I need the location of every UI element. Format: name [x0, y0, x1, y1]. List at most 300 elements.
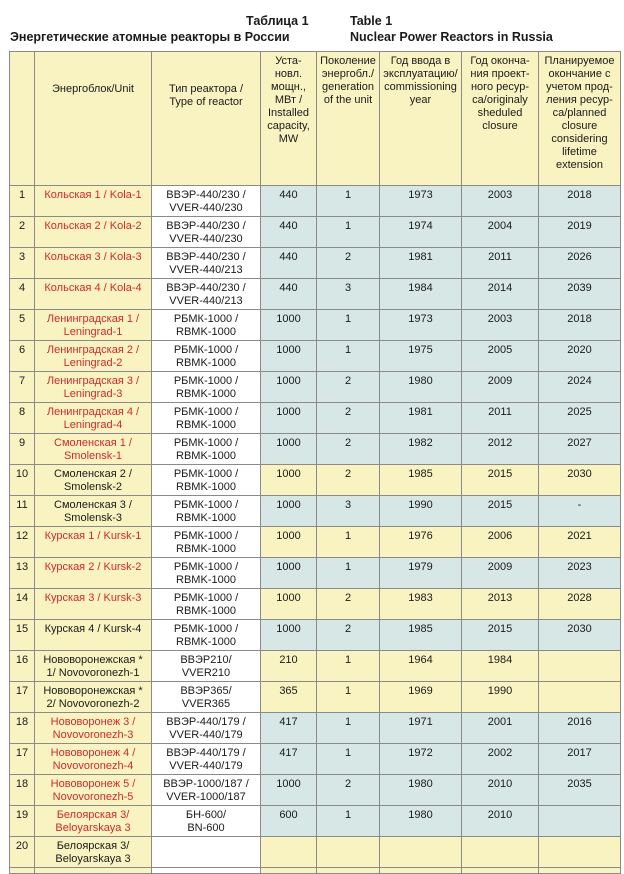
- reactor-type-text: RBMK-1000: [176, 419, 236, 431]
- table-row: [10, 279, 621, 310]
- unit-generation-text: 1: [344, 685, 352, 697]
- commissioning-year: [380, 837, 462, 868]
- unit-name: [35, 527, 152, 558]
- planned-closure: [539, 279, 621, 310]
- row-number: [10, 589, 35, 620]
- reactor-type-text: RBMK-1000: [176, 543, 236, 555]
- unit-generation: [317, 589, 380, 620]
- planned-closure: [539, 744, 621, 775]
- unit-generation-text: 1: [344, 561, 352, 573]
- row-number: [10, 372, 35, 403]
- planned-closure: [539, 310, 621, 341]
- row-number: [10, 620, 35, 651]
- original-closure-text: 1990: [487, 685, 513, 697]
- row-number-text: 7: [18, 375, 26, 387]
- installed-capacity: [261, 341, 317, 372]
- commissioning-year: [380, 527, 462, 558]
- original-closure-text: 1984: [487, 654, 513, 666]
- unit-generation-text: 1: [344, 654, 352, 666]
- reactor-type: [152, 465, 261, 496]
- planned-closure-text: 2035: [567, 778, 592, 790]
- reactor-type: [152, 341, 261, 372]
- reactor-type-text: РБМК-1000 /: [173, 530, 239, 542]
- unit-generation-text: 2: [344, 468, 352, 480]
- unit-generation: [317, 310, 380, 341]
- row-number-text: 18: [15, 716, 29, 728]
- row-number-text: 9: [18, 437, 26, 449]
- unit-name: [35, 186, 152, 217]
- unit-generation: [317, 651, 380, 682]
- commissioning-year-text: 1985: [408, 468, 433, 480]
- planned-closure-text: 2021: [567, 530, 592, 542]
- original-closure: [462, 775, 539, 806]
- unit-name-text: Ленинградская 4 /: [46, 406, 140, 418]
- col-header-planned-closure: Планируемое окончание с учетом прод-ления ресур-са/planned closure considering lifetime extension: [539, 52, 621, 186]
- unit-generation: [317, 403, 380, 434]
- unit-generation: [317, 837, 380, 868]
- reactor-type-text: VVER365: [181, 698, 231, 710]
- installed-capacity-text: 210: [279, 654, 298, 666]
- installed-capacity-text: 1000: [276, 778, 301, 790]
- planned-closure-text: 2018: [567, 189, 592, 201]
- reactor-type-text: BN-600: [187, 822, 225, 834]
- unit-name-text: Белоярская 3/: [56, 840, 130, 852]
- reactor-type-text: VVER-1000/187: [166, 791, 246, 803]
- reactor-type: [152, 434, 261, 465]
- reactor-type-text: РБМК-1000 /: [173, 344, 239, 356]
- unit-name: [35, 248, 152, 279]
- reactor-type-text: VVER-440/179: [169, 729, 243, 741]
- unit-generation-text: 1: [344, 530, 352, 542]
- installed-capacity-text: 1000: [276, 561, 301, 573]
- table-row: [10, 589, 621, 620]
- empty-cell: [539, 868, 621, 874]
- commissioning-year-text: 1969: [408, 685, 433, 697]
- original-closure: [462, 403, 539, 434]
- unit-name: [35, 682, 152, 713]
- table-row: [10, 651, 621, 682]
- planned-closure-text: 2025: [567, 406, 592, 418]
- commissioning-year: [380, 341, 462, 372]
- installed-capacity: [261, 217, 317, 248]
- unit-name: [35, 806, 152, 837]
- table-row: [10, 558, 621, 589]
- unit-name-text: Кольская 3 / Kola-3: [44, 251, 142, 263]
- installed-capacity: [261, 372, 317, 403]
- commissioning-year: [380, 434, 462, 465]
- planned-closure-text: 2019: [567, 220, 592, 232]
- installed-capacity-text: 1000: [276, 623, 301, 635]
- original-closure-text: 2015: [487, 499, 513, 511]
- row-number-text: 14: [15, 592, 29, 604]
- row-number-text: 8: [18, 406, 26, 418]
- title-ru: Таблица 1: [246, 14, 309, 28]
- installed-capacity-text: 1000: [276, 468, 301, 480]
- planned-closure: [539, 837, 621, 868]
- reactor-type-text: RBMK-1000: [176, 388, 236, 400]
- reactor-type-text: РБМК-1000 /: [173, 561, 239, 573]
- original-closure: [462, 527, 539, 558]
- commissioning-year: [380, 744, 462, 775]
- installed-capacity-text: 1000: [276, 592, 301, 604]
- commissioning-year-text: 1980: [408, 809, 433, 821]
- unit-name-text: 2/ Novovoronezh-2: [46, 698, 140, 710]
- planned-closure-text: 2020: [567, 344, 592, 356]
- unit-generation-text: 2: [344, 778, 352, 790]
- row-number-text: 2: [18, 220, 26, 232]
- commissioning-year: [380, 806, 462, 837]
- table-row: [10, 806, 621, 837]
- row-number-text: 3: [18, 251, 26, 263]
- unit-generation: [317, 806, 380, 837]
- reactor-type-text: VVER-440/179: [169, 760, 243, 772]
- original-closure: [462, 434, 539, 465]
- installed-capacity: [261, 527, 317, 558]
- commissioning-year: [380, 713, 462, 744]
- reactor-type: [152, 279, 261, 310]
- row-number-text: 5: [18, 313, 26, 325]
- row-number: [10, 496, 35, 527]
- unit-generation: [317, 186, 380, 217]
- unit-name-text: Smolensk-2: [63, 481, 123, 493]
- installed-capacity: [261, 620, 317, 651]
- original-closure-text: 2003: [487, 189, 513, 201]
- planned-closure: [539, 217, 621, 248]
- table-row: [10, 527, 621, 558]
- installed-capacity-text: 440: [279, 189, 298, 201]
- reactor-type-text: РБМК-1000 /: [173, 499, 239, 511]
- commissioning-year-text: 1973: [408, 189, 433, 201]
- original-closure: [462, 248, 539, 279]
- original-closure: [462, 682, 539, 713]
- reactor-type: [152, 403, 261, 434]
- unit-name: [35, 775, 152, 806]
- planned-closure: [539, 558, 621, 589]
- table-body: [10, 186, 621, 874]
- commissioning-year-text: 1971: [408, 716, 433, 728]
- reactors-table: [9, 51, 621, 874]
- empty-cell: [380, 868, 462, 874]
- reactor-type-text: РБМК-1000 /: [173, 437, 239, 449]
- row-number: [10, 279, 35, 310]
- original-closure: [462, 620, 539, 651]
- table-row: [10, 434, 621, 465]
- reactor-type-text: РБМК-1000 /: [173, 468, 239, 480]
- installed-capacity-text: 440: [279, 220, 298, 232]
- unit-name-text: Leningrad-3: [63, 388, 123, 400]
- row-number: [10, 651, 35, 682]
- installed-capacity-text: 1000: [276, 406, 301, 418]
- page-header: [0, 0, 624, 48]
- row-number-text: 1: [18, 189, 26, 201]
- planned-closure: [539, 372, 621, 403]
- reactor-type-text: ВВЭР-440/230 /: [166, 189, 246, 201]
- reactor-type: [152, 496, 261, 527]
- title-en: Table 1: [350, 14, 393, 28]
- reactor-type: [152, 744, 261, 775]
- row-number: [10, 434, 35, 465]
- table-row: [10, 341, 621, 372]
- installed-capacity-text: 417: [279, 747, 298, 759]
- table-row: [10, 186, 621, 217]
- row-number: [10, 310, 35, 341]
- planned-closure: [539, 496, 621, 527]
- installed-capacity: [261, 465, 317, 496]
- table-row: [10, 217, 621, 248]
- installed-capacity: [261, 403, 317, 434]
- reactor-type: [152, 372, 261, 403]
- empty-cell: [317, 868, 380, 874]
- reactor-type-text: RBMK-1000: [176, 512, 236, 524]
- unit-generation-text: 1: [344, 220, 352, 232]
- reactor-type-text: RBMK-1000: [176, 636, 236, 648]
- unit-name-text: Курская 1 / Kursk-1: [44, 530, 142, 542]
- empty-cell: [152, 868, 261, 874]
- original-closure: [462, 279, 539, 310]
- commissioning-year-text: 1983: [408, 592, 433, 604]
- original-closure-text: 2005: [487, 344, 513, 356]
- commissioning-year-text: 1980: [408, 778, 433, 790]
- installed-capacity-text: 1000: [276, 344, 301, 356]
- unit-generation: [317, 496, 380, 527]
- unit-name: [35, 713, 152, 744]
- unit-name-text: 1/ Novovoronezh-1: [46, 667, 140, 679]
- commissioning-year: [380, 372, 462, 403]
- row-number-text: 17: [15, 685, 29, 697]
- planned-closure: [539, 527, 621, 558]
- installed-capacity: [261, 744, 317, 775]
- unit-generation-text: 2: [344, 623, 352, 635]
- unit-generation-text: 2: [344, 437, 352, 449]
- commissioning-year-text: 1981: [408, 251, 433, 263]
- original-closure: [462, 372, 539, 403]
- unit-generation: [317, 248, 380, 279]
- planned-closure-text: 2027: [567, 437, 592, 449]
- unit-name-text: Курская 4 / Kursk-4: [44, 623, 142, 635]
- installed-capacity-text: 365: [279, 685, 298, 697]
- planned-closure-text: 2039: [567, 282, 592, 294]
- row-number-text: 17: [15, 747, 29, 759]
- unit-generation: [317, 434, 380, 465]
- unit-generation: [317, 620, 380, 651]
- planned-closure-text: -: [577, 499, 582, 511]
- reactor-type: [152, 186, 261, 217]
- reactor-type-text: VVER-440/213: [169, 295, 243, 307]
- unit-generation-text: 3: [344, 499, 352, 511]
- installed-capacity: [261, 806, 317, 837]
- installed-capacity: [261, 310, 317, 341]
- unit-generation: [317, 713, 380, 744]
- table-row: [10, 465, 621, 496]
- reactor-type-text: ВВЭР-440/179 /: [166, 747, 246, 759]
- commissioning-year: [380, 651, 462, 682]
- unit-generation: [317, 744, 380, 775]
- unit-name-text: Кольская 2 / Kola-2: [44, 220, 142, 232]
- table-row: [10, 682, 621, 713]
- reactor-type-text: РБМК-1000 /: [173, 375, 239, 387]
- unit-generation-text: 1: [344, 313, 352, 325]
- commissioning-year: [380, 558, 462, 589]
- unit-name-text: Белоярская 3/: [56, 809, 130, 821]
- unit-generation: [317, 775, 380, 806]
- installed-capacity-text: 440: [279, 282, 298, 294]
- unit-name: [35, 372, 152, 403]
- row-number: [10, 403, 35, 434]
- reactor-type: [152, 806, 261, 837]
- reactor-type-text: RBMK-1000: [176, 605, 236, 617]
- reactor-type-text: RBMK-1000: [176, 574, 236, 586]
- original-closure: [462, 558, 539, 589]
- reactor-type: [152, 651, 261, 682]
- row-number: [10, 248, 35, 279]
- row-number: [10, 744, 35, 775]
- row-number: [10, 217, 35, 248]
- commissioning-year: [380, 403, 462, 434]
- installed-capacity: [261, 434, 317, 465]
- unit-name-text: Ленинградская 1 /: [46, 313, 140, 325]
- commissioning-year: [380, 310, 462, 341]
- row-number-text: 13: [15, 561, 29, 573]
- unit-generation-text: 1: [344, 189, 352, 201]
- table-row: [10, 248, 621, 279]
- row-number-text: 12: [15, 530, 29, 542]
- planned-closure: [539, 620, 621, 651]
- unit-generation: [317, 372, 380, 403]
- installed-capacity: [261, 775, 317, 806]
- reactor-type: [152, 217, 261, 248]
- commissioning-year: [380, 465, 462, 496]
- unit-name-text: Нововоронежская *: [43, 654, 143, 666]
- unit-name-text: Smolensk-3: [63, 512, 123, 524]
- commissioning-year-text: 1973: [408, 313, 433, 325]
- installed-capacity-text: 440: [279, 251, 298, 263]
- planned-closure: [539, 713, 621, 744]
- commissioning-year: [380, 682, 462, 713]
- planned-closure-text: 2028: [567, 592, 592, 604]
- commissioning-year-text: 1985: [408, 623, 433, 635]
- unit-name: [35, 341, 152, 372]
- unit-generation-text: 2: [344, 375, 352, 387]
- unit-name-text: Leningrad-1: [63, 326, 123, 338]
- planned-closure: [539, 465, 621, 496]
- installed-capacity: [261, 682, 317, 713]
- commissioning-year: [380, 589, 462, 620]
- original-closure: [462, 589, 539, 620]
- unit-name-text: Beloyarskaya 3: [55, 853, 131, 865]
- planned-closure-text: 2024: [567, 375, 592, 387]
- reactor-type: [152, 558, 261, 589]
- unit-generation: [317, 341, 380, 372]
- commissioning-year-text: 1975: [408, 344, 433, 356]
- reactor-type-text: RBMK-1000: [176, 326, 236, 338]
- installed-capacity-text: 1000: [276, 499, 301, 511]
- commissioning-year: [380, 217, 462, 248]
- unit-name: [35, 589, 152, 620]
- original-closure: [462, 651, 539, 682]
- reactor-type-text: ВВЭР365/: [180, 685, 232, 697]
- planned-closure-text: 2030: [567, 623, 592, 635]
- empty-cell: [462, 868, 539, 874]
- installed-capacity-text: 1000: [276, 437, 301, 449]
- commissioning-year: [380, 496, 462, 527]
- reactor-type: [152, 248, 261, 279]
- row-number-text: 20: [15, 840, 29, 852]
- unit-name-text: Novovoronezh-3: [52, 729, 134, 741]
- planned-closure-text: 2026: [567, 251, 592, 263]
- unit-name-text: Смоленская 1 /: [54, 437, 132, 449]
- installed-capacity: [261, 248, 317, 279]
- table-row: [10, 837, 621, 868]
- row-number-text: 6: [18, 344, 26, 356]
- unit-name: [35, 558, 152, 589]
- planned-closure: [539, 403, 621, 434]
- col-header-capacity: Уста-новл. мощн., МВт / Installed capacity, MW: [261, 52, 317, 186]
- planned-closure: [539, 434, 621, 465]
- unit-name-text: Курская 3 / Kursk-3: [44, 592, 142, 604]
- reactor-type-text: РБМК-1000 /: [173, 406, 239, 418]
- planned-closure-text: 2023: [567, 561, 592, 573]
- table-row: [10, 620, 621, 651]
- empty-cell: [10, 868, 35, 874]
- reactor-type: [152, 620, 261, 651]
- installed-capacity: [261, 713, 317, 744]
- installed-capacity-text: 1000: [276, 313, 301, 325]
- unit-generation-text: 3: [344, 282, 352, 294]
- row-number: [10, 465, 35, 496]
- col-header-unit: [35, 52, 152, 186]
- row-number: [10, 527, 35, 558]
- reactor-type-text: RBMK-1000: [176, 450, 236, 462]
- original-closure-text: 2011: [488, 251, 512, 263]
- row-number-text: 16: [15, 654, 29, 666]
- unit-name-text: Novovoronezh-4: [52, 760, 134, 772]
- unit-name-text: Leningrad-4: [63, 419, 123, 431]
- col-header-type-label: Тип реактора / Type of reactor: [168, 83, 244, 108]
- row-number: [10, 341, 35, 372]
- original-closure-text: 2003: [487, 313, 513, 325]
- row-number-text: 4: [18, 282, 26, 294]
- installed-capacity-text: 1000: [276, 530, 301, 542]
- subtitle-ru: Энергетические атомные реакторы в России: [10, 30, 290, 44]
- original-closure: [462, 496, 539, 527]
- unit-name: [35, 620, 152, 651]
- unit-generation: [317, 682, 380, 713]
- original-closure-text: 2010: [487, 809, 513, 821]
- unit-name-text: Ленинградская 2 /: [46, 344, 140, 356]
- unit-name-text: Кольская 4 / Kola-4: [44, 282, 142, 294]
- empty-cell: [261, 868, 317, 874]
- row-number: [10, 682, 35, 713]
- unit-generation: [317, 527, 380, 558]
- unit-name: [35, 837, 152, 868]
- original-closure-text: 2009: [487, 375, 513, 387]
- original-closure-text: 2010: [487, 778, 513, 790]
- reactor-type-text: RBMK-1000: [176, 357, 236, 369]
- installed-capacity: [261, 558, 317, 589]
- reactor-type-text: VVER-440/230: [169, 202, 243, 214]
- empty-cell: [35, 868, 152, 874]
- reactor-type: [152, 589, 261, 620]
- row-number: [10, 837, 35, 868]
- unit-name-text: Leningrad-2: [63, 357, 123, 369]
- commissioning-year-text: 1990: [408, 499, 433, 511]
- table-row: [10, 372, 621, 403]
- planned-closure: [539, 775, 621, 806]
- commissioning-year: [380, 620, 462, 651]
- planned-closure: [539, 682, 621, 713]
- col-header-commissioning: Год ввода в эксплуатацию/ commissioning year: [380, 52, 462, 186]
- reactor-type-text: ВВЭР-440/230 /: [166, 220, 246, 232]
